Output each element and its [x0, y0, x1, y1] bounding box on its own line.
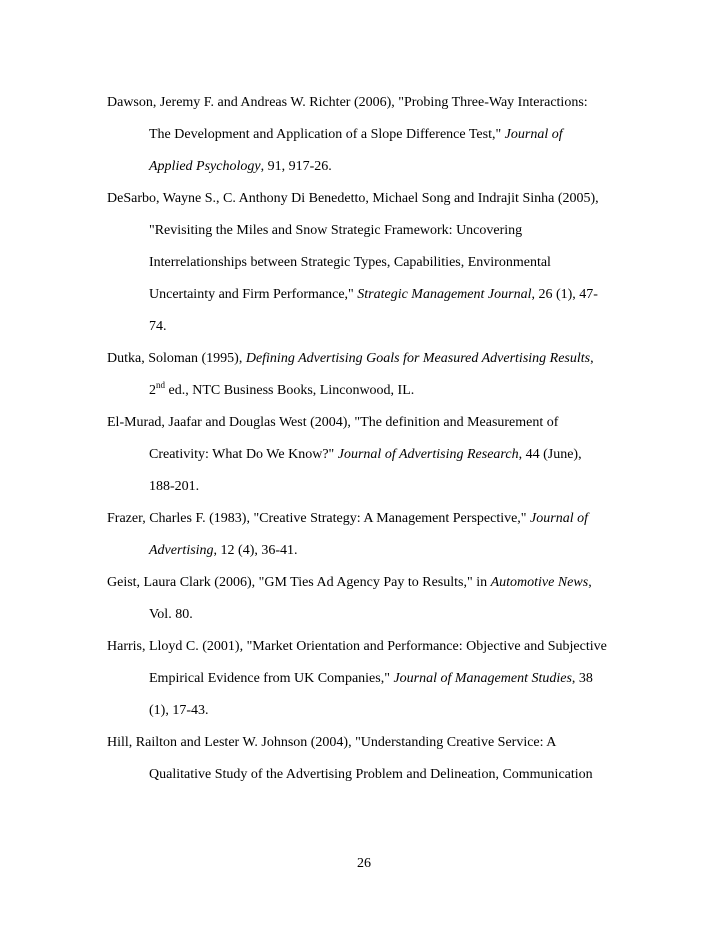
- reference-text: Qualitative Study of the Advertising Problem and Delineation, Communication: [149, 767, 593, 782]
- reference-continuation-line: [107, 695, 627, 727]
- reference-continuation-line: [107, 151, 627, 183]
- reference-text: "Revisiting the Miles and Snow Strategic Framework: Uncovering: [149, 223, 523, 238]
- reference-continuation-line: [107, 599, 627, 631]
- reference-entry: [107, 343, 627, 407]
- italic-title-text: Defining Advertising Goals for Measured Advertising Results: [245, 351, 591, 366]
- italic-title-text: Journal of: [504, 127, 563, 142]
- italic-title-text: Applied Psychology: [149, 159, 261, 174]
- reference-text: Empirical Evidence from UK Companies,": [149, 671, 394, 686]
- reference-entry: [107, 631, 627, 727]
- reference-first-line: [107, 631, 627, 663]
- reference-first-line: [107, 503, 627, 535]
- italic-title-text: Journal of Advertising Research: [337, 447, 519, 462]
- reference-text: The Development and Application of a Slope Difference Test,": [149, 127, 505, 142]
- reference-continuation-line: [107, 663, 627, 695]
- reference-entry: [107, 567, 627, 631]
- reference-text: Harris, Lloyd C. (2001), "Market Orientation and Performance: Objective and Subjective: [107, 639, 607, 654]
- reference-text: Geist, Laura Clark (2006), "GM Ties Ad Agency Pay to Results," in: [107, 575, 491, 590]
- reference-entry: [107, 183, 627, 343]
- reference-text: , 44 (June),: [518, 447, 582, 462]
- reference-text: (1), 17-43.: [149, 703, 209, 718]
- reference-continuation-line: [107, 215, 627, 247]
- reference-entry: [107, 727, 627, 791]
- reference-text: ed., NTC Business Books, Linconwood, IL.: [165, 383, 415, 398]
- reference-first-line: [107, 407, 627, 439]
- reference-text: El-Murad, Jaafar and Douglas West (2004), "The definition and Measurement of: [107, 415, 559, 430]
- reference-text: 74.: [149, 319, 167, 334]
- reference-entry: [107, 407, 627, 503]
- reference-continuation-line: [107, 535, 627, 567]
- italic-title-text: Journal of Management Studies: [393, 671, 572, 686]
- reference-list: [107, 87, 627, 791]
- superscript-text: nd: [156, 380, 165, 390]
- reference-text: Hill, Railton and Lester W. Johnson (2004), "Understanding Creative Service: A: [107, 735, 557, 750]
- reference-entry: [107, 87, 627, 183]
- reference-text: , 91, 917-26.: [260, 159, 332, 174]
- reference-text: Vol. 80.: [149, 607, 193, 622]
- reference-continuation-line: [107, 279, 627, 311]
- reference-text: 188-201.: [149, 479, 200, 494]
- reference-text: ,: [588, 575, 592, 590]
- reference-text: Interrelationships between Strategic Types, Capabilities, Environmental: [149, 255, 551, 270]
- reference-text: , 12 (4), 36-41.: [213, 543, 298, 558]
- reference-first-line: [107, 567, 627, 599]
- reference-text: 2: [149, 383, 156, 398]
- reference-continuation-line: [107, 119, 627, 151]
- reference-text: , 38: [571, 671, 593, 686]
- reference-text: Dutka, Soloman (1995),: [107, 351, 246, 366]
- reference-text: , 26 (1), 47-: [531, 287, 598, 302]
- reference-continuation-line: [107, 439, 627, 471]
- reference-text: Frazer, Charles F. (1983), "Creative Strategy: A Management Perspective,": [107, 511, 531, 526]
- page-number: 26: [357, 856, 371, 871]
- reference-entry: [107, 503, 627, 567]
- italic-title-text: Journal of: [530, 511, 588, 526]
- italic-title-text: Strategic Management Journal: [357, 287, 532, 302]
- reference-continuation-line: [107, 471, 627, 503]
- reference-text: ,: [590, 351, 594, 366]
- reference-text: DeSarbo, Wayne S., C. Anthony Di Benedetto, Michael Song and Indrajit Sinha (2005),: [107, 191, 599, 206]
- reference-text: Dawson, Jeremy F. and Andreas W. Richter (2006), "Probing Three-Way Interactions:: [107, 95, 588, 110]
- reference-first-line: [107, 343, 627, 375]
- italic-title-text: Advertising: [149, 543, 214, 558]
- reference-first-line: [107, 183, 627, 215]
- reference-continuation-line: [107, 759, 627, 791]
- reference-continuation-line: [107, 247, 627, 279]
- reference-continuation-line: [107, 311, 627, 343]
- reference-first-line: [107, 727, 627, 759]
- reference-text: Uncertainty and Firm Performance,": [149, 287, 358, 302]
- italic-title-text: Automotive News: [490, 575, 589, 590]
- reference-continuation-line: [107, 375, 627, 407]
- reference-first-line: [107, 87, 627, 119]
- reference-text: Creativity: What Do We Know?": [149, 447, 338, 462]
